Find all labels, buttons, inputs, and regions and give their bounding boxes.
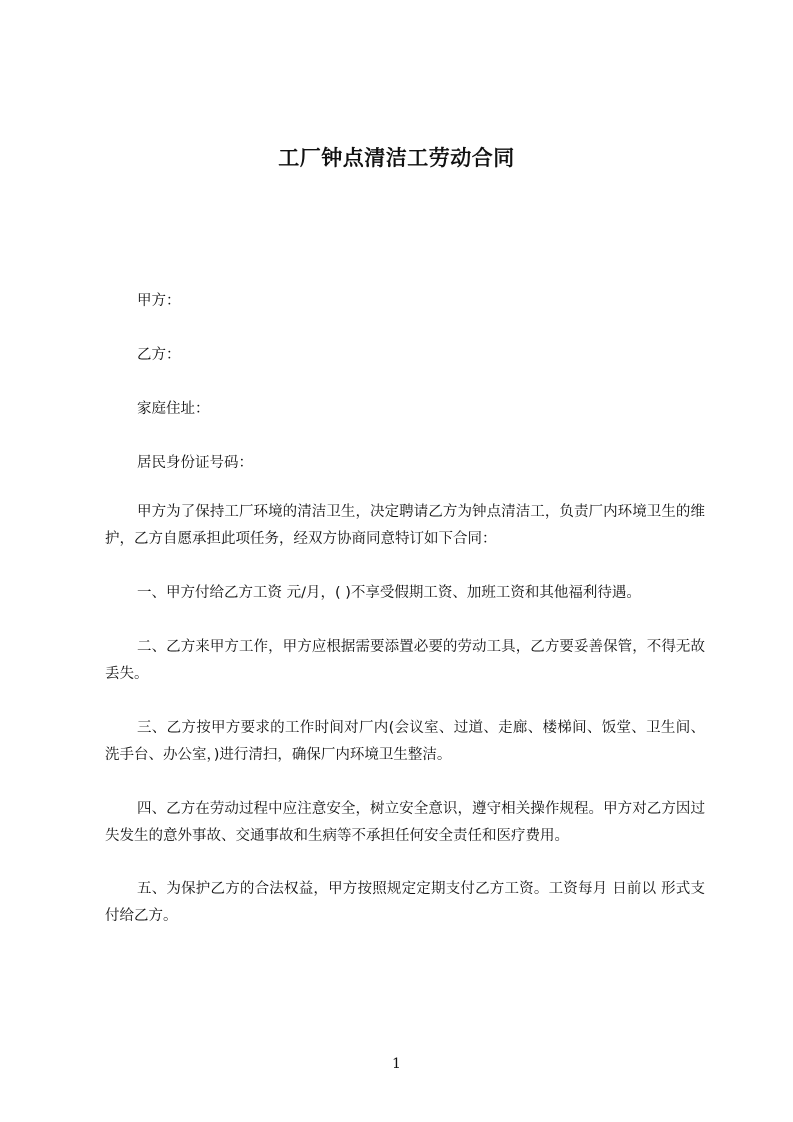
clause-2: 二、乙方来甲方工作，甲方应根据需要添置必要的劳动工具，乙方要妥善保管，不得无故丢失。 (105, 639, 705, 682)
preamble-paragraph: 甲方为了保持工厂环境的清洁卫生，决定聘请乙方为钟点清洁工，负责厂内环境卫生的维护，乙方自愿承担此项任务，经双方协商同意特订如下合同： (105, 504, 705, 547)
id-number-field: 居民身份证号码： (137, 455, 253, 471)
party-a-field: 甲方： (137, 293, 181, 309)
clause-3: 三、乙方按甲方要求的工作时间对厂内(会议室、过道、走廊、楼梯间、饭堂、卫生间、洗手台、办公室，)进行清扫，确保厂内环境卫生整洁。 (105, 720, 705, 763)
clause-4: 四、乙方在劳动过程中应注意安全，树立安全意识，遵守相关操作规程。甲方对乙方因过失发生的意外事故、交通事故和生病等不承担任何安全责任和医疗费用。 (105, 801, 705, 844)
home-address-field: 家庭住址： (137, 401, 210, 417)
page-number: 1 (392, 1056, 401, 1072)
document-title: 工厂钟点清洁工劳动合同 (278, 146, 515, 170)
clause-1: 一、甲方付给乙方工资 元/月，( )不享受假期工资、加班工资和其他福利待遇。 (137, 585, 641, 601)
party-b-field: 乙方： (137, 347, 181, 363)
clause-5: 五、为保护乙方的合法权益，甲方按照规定定期支付乙方工资。工资每月 日前以 形式支付给乙方。 (105, 881, 705, 924)
